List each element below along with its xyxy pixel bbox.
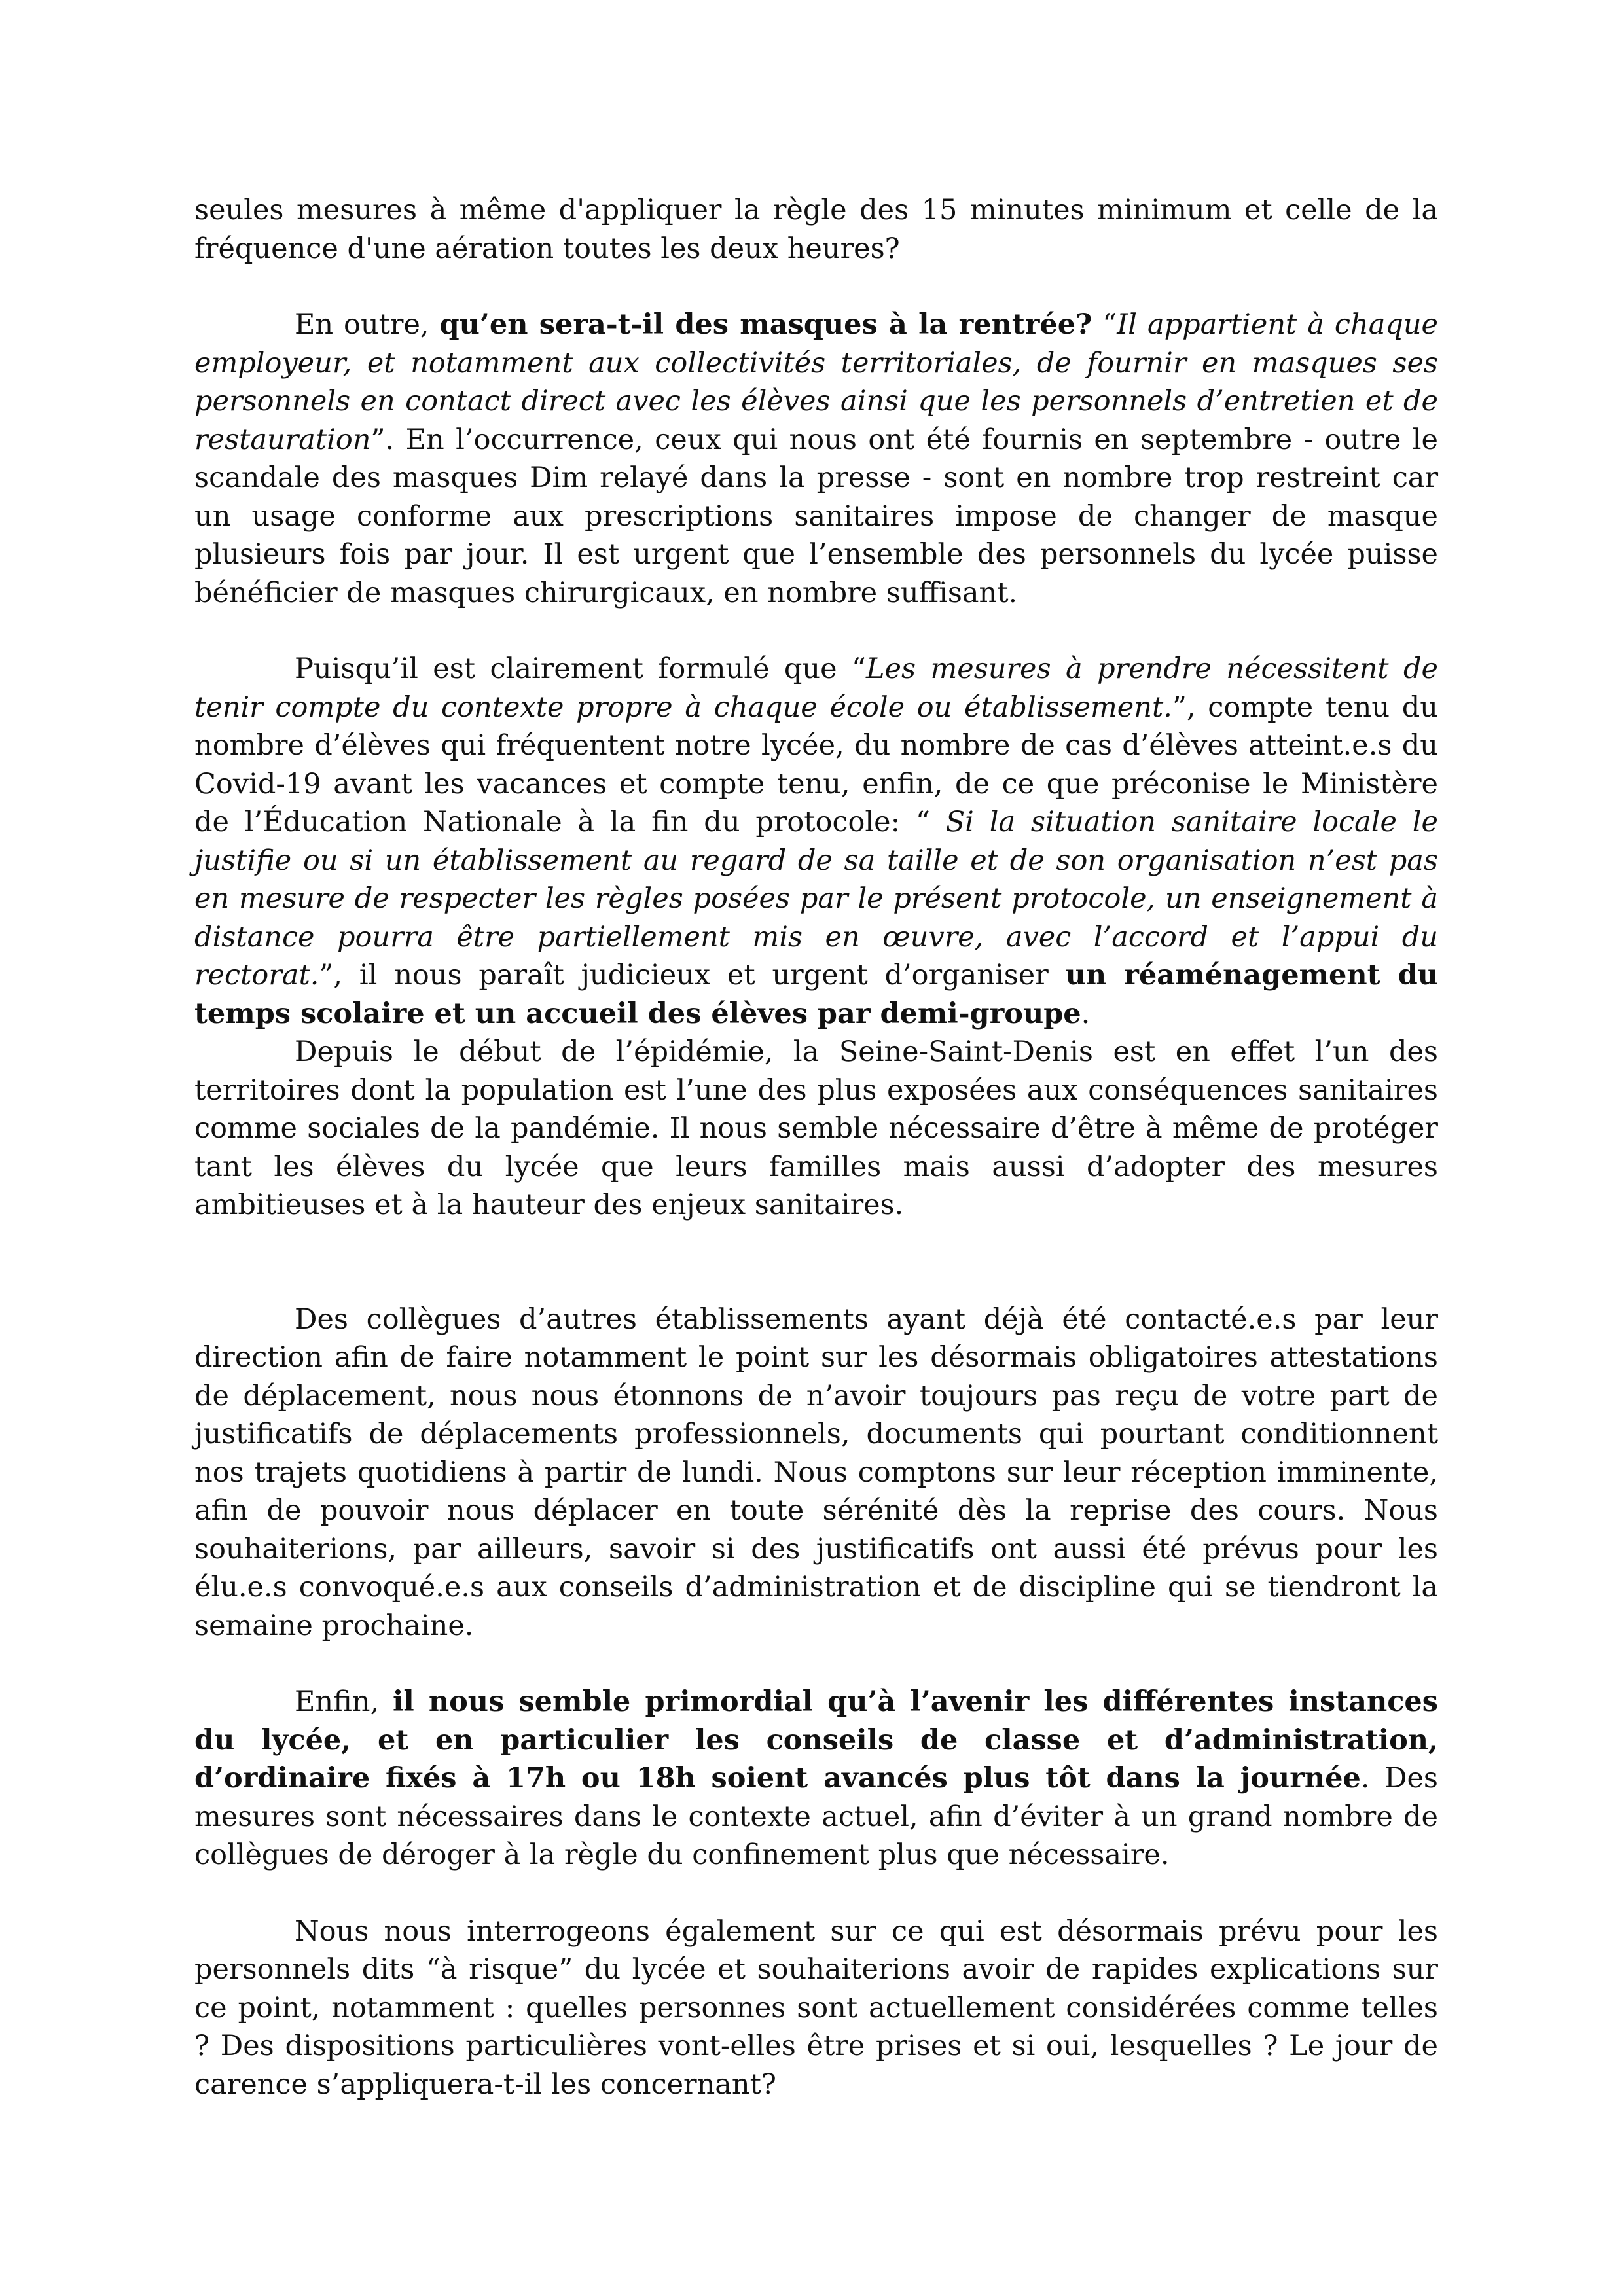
italic-quote: Les mesures à prendre nécessitent de tenir compte du contexte propre à chaque école ou établissement. — [194, 653, 1438, 724]
text-run: “ — [1092, 308, 1117, 341]
text-run: ”, compte tenu du nombre d’élèves qui fréquentent notre lycée, du nombre de cas d’élèves atteint.e.s du Covid-19 avant les vacances et compte tenu, enfin, de ce que préconise le Ministère de l’Éducation Nationale à la fin du protocole: “ — [194, 691, 1438, 838]
bold-text: qu’en sera-t-il des masques à la rentrée? — [439, 308, 1092, 341]
text-run: ”. En l’occurrence, ceux qui nous ont été fournis en septembre - outre le scandale des masques Dim relayé dans la presse - sont en nombre trop restreint car un usage conforme aux prescriptions sanitaires impose de changer de masque plusieurs fois par jour. Il est urgent que l’ensemble des personnels du lycée puisse bénéficier de masques chirurgicaux, en nombre suffisant. — [194, 423, 1438, 609]
paragraph-p1 — [194, 191, 1438, 268]
italic-quote: Si la situation sanitaire locale le justifie ou si un établissement au regard de sa taille et de son organisation n’est pas en mesure de respecter les règles posées par le présent protocole, un enseignement à distance pourra être partiellement mis en œuvre, avec l’accord et l’appui du rectorat. — [194, 806, 1438, 992]
bold-text: il nous semble primordial qu’à l’avenir les différentes instances du lycée, et en particulier les conseils de classe et d’administration, d’ordinaire fixés à 17h ou 18h soient avancés plus tôt dans la journée — [194, 1685, 1438, 1795]
paragraph-p2 — [194, 306, 1438, 612]
text-run: En outre, — [295, 308, 440, 341]
paragraph-p6 — [194, 1683, 1438, 1874]
paragraph-p5 — [194, 1300, 1438, 1645]
paragraph-p3 — [194, 650, 1438, 1033]
text-run: Depuis le début de l’épidémie, la Seine-Saint-Denis est en effet l’un des territoires dont la population est l’une des plus exposées aux conséquences sanitaires comme sociales de la pandémie. Il nous semble nécessaire d’être à même de protéger tant les élèves du lycée que leurs familles mais aussi d’adopter des mesures ambitieuses et à la hauteur des enjeux sanitaires. — [194, 1035, 1438, 1221]
paragraph-p4 — [194, 1033, 1438, 1225]
text-run: seules mesures à même d'appliquer la règle des 15 minutes minimum et celle de la fréquence d'une aération toutes les deux heures? — [194, 194, 1438, 265]
italic-quote: Il appartient à chaque employeur, et notamment aux collectivités territoriales, de fournir en masques ses personnels en contact direct avec les élèves ainsi que les personnels d’entretien et de restauration — [194, 308, 1439, 456]
text-run: Puisqu’il est clairement formulé que “ — [295, 653, 866, 685]
text-run: Des collègues d’autres établissements ayant déjà été contacté.e.s par leur direction afin de faire notamment le point sur les désormais obligatoires attestations de déplacement, nous nous étonnons de n’avoir toujours pas reçu de votre part de justificatifs de déplacements professionnels, documents qui pourtant conditionnent nos trajets quotidiens à partir de lundi. Nous comptons sur leur réception imminente, afin de pouvoir nous déplacer en toute sérénité dès la reprise des cours. Nous souhaiterions, par ailleurs, savoir si des justificatifs ont aussi été prévus pour les élu.e.s convoqué.e.s aux conseils d’administration et de discipline qui se tiendront la semaine prochaine. — [194, 1302, 1438, 1642]
bold-text: un réaménagement du temps scolaire et un accueil des élèves par demi-groupe — [194, 959, 1438, 1030]
text-run: . Des mesures sont nécessaires dans le contexte actuel, afin d’éviter à un grand nombre de collègues de déroger à la règle du confinement plus que nécessaire. — [194, 1762, 1438, 1871]
text-run: Enfin, — [295, 1685, 393, 1718]
paragraph-p7 — [194, 1912, 1438, 2104]
document-body — [194, 191, 1438, 2104]
text-run: . — [1081, 997, 1091, 1030]
text-run: Nous nous interrogeons également sur ce qui est désormais prévu pour les personnels dits “à risque” du lycée et souhaiterions avoir de rapides explications sur ce point, notamment : quelles personnes sont actuellement considérées comme telles ? Des dispositions particulières vont-elles être prises et si oui, lesquelles ? Le jour de carence s’appliquera-t-il les concernant? — [194, 1914, 1438, 2101]
text-run: ”, il nous paraît judicieux et urgent d’organiser — [319, 959, 1066, 992]
